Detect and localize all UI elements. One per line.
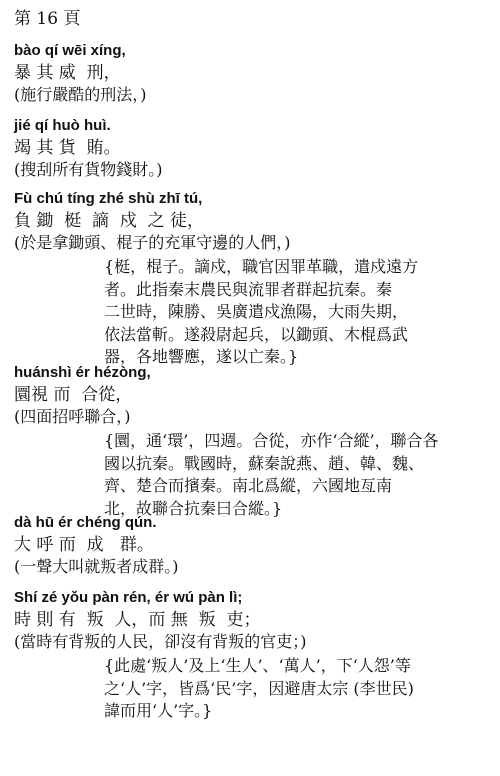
note-line: 器，各地響應，遂以亡秦。} xyxy=(104,347,299,366)
note-line: 依法當斬。遂殺尉起兵，以鋤頭、木棍爲武 xyxy=(104,324,409,344)
note-line: 齊、楚合而擯秦。南北爲縱，六國地亙南 xyxy=(104,476,393,495)
modern-translation: (一聲大叫就叛者成群。) xyxy=(14,557,179,576)
pinyin-line: jié qí huò huì. xyxy=(14,117,111,134)
chinese-text-line: 負 鋤 梃 謫 戍 之 徒， xyxy=(14,211,205,231)
chinese-text-line: 大 呼 而 成 群。 xyxy=(14,535,154,555)
note-line: 國以抗秦。戰國時，蘇秦說燕、趙、韓、魏、 xyxy=(104,453,425,473)
pinyin-line: Fù chú tíng zhé shù zhī tú, xyxy=(14,190,203,207)
note-line: 二世時，陳勝、吳廣遣戍漁陽，大雨失期， xyxy=(104,302,409,321)
note-line: 北，故聯合抗秦曰合縱。} xyxy=(104,498,283,518)
note-line: {此處‘叛人’及上‘生人’、‘萬人’，下‘人怨’等 xyxy=(104,656,411,675)
verse-entry xyxy=(14,512,492,578)
pinyin-line: bào qí wēi xíng, xyxy=(14,42,126,59)
page-number-header: 第 16 頁 xyxy=(14,9,81,29)
verse-entry xyxy=(14,362,492,520)
note-line: 諱而用‘人’字。} xyxy=(104,701,213,720)
modern-translation: (於是拿鋤頭、棍子的充軍守邊的人們，) xyxy=(14,233,291,252)
modern-translation: (施行嚴酷的刑法，) xyxy=(14,85,147,104)
chinese-text-line: 圜視 而 合從， xyxy=(14,385,133,405)
verse-entry xyxy=(14,40,492,106)
annotation-note xyxy=(104,655,492,723)
verse-entry xyxy=(14,587,492,723)
chinese-text-line: 暴 其 威 刑， xyxy=(14,63,121,83)
modern-translation: (當時有背叛的人民，卻沒有背叛的官吏；) xyxy=(14,632,307,651)
verse-entry xyxy=(14,188,492,369)
note-line: 之‘人’字，皆爲‘民’字，因避唐太宗 (李世民) xyxy=(104,678,414,698)
note-line: {圜，通‘環’，四週。合從，亦作‘合縱’，聯合各 xyxy=(104,431,439,450)
chinese-text-line: 竭 其 貨 賄。 xyxy=(14,138,121,158)
chinese-text-line: 時 則 有 叛 人，而 無 叛 吏； xyxy=(14,610,261,630)
verse-entry xyxy=(14,115,492,181)
note-line: 者。此指秦末農民與流罪者群起抗秦。秦 xyxy=(104,279,393,299)
modern-translation: (四面招呼聯合，) xyxy=(14,407,131,426)
pinyin-line: Shí zé yǒu pàn rén, ér wú pàn lì; xyxy=(14,589,243,606)
pinyin-line: huánshì ér hézòng, xyxy=(14,364,151,381)
note-line: {梃，棍子。謫戍，職官因罪革職，遣戍遠方 xyxy=(104,257,419,276)
annotation-note xyxy=(104,256,492,369)
modern-translation: (搜刮所有貨物錢財。) xyxy=(14,160,163,179)
pinyin-line: dà hū ér chéng qún. xyxy=(14,514,157,531)
annotation-note xyxy=(104,430,492,520)
